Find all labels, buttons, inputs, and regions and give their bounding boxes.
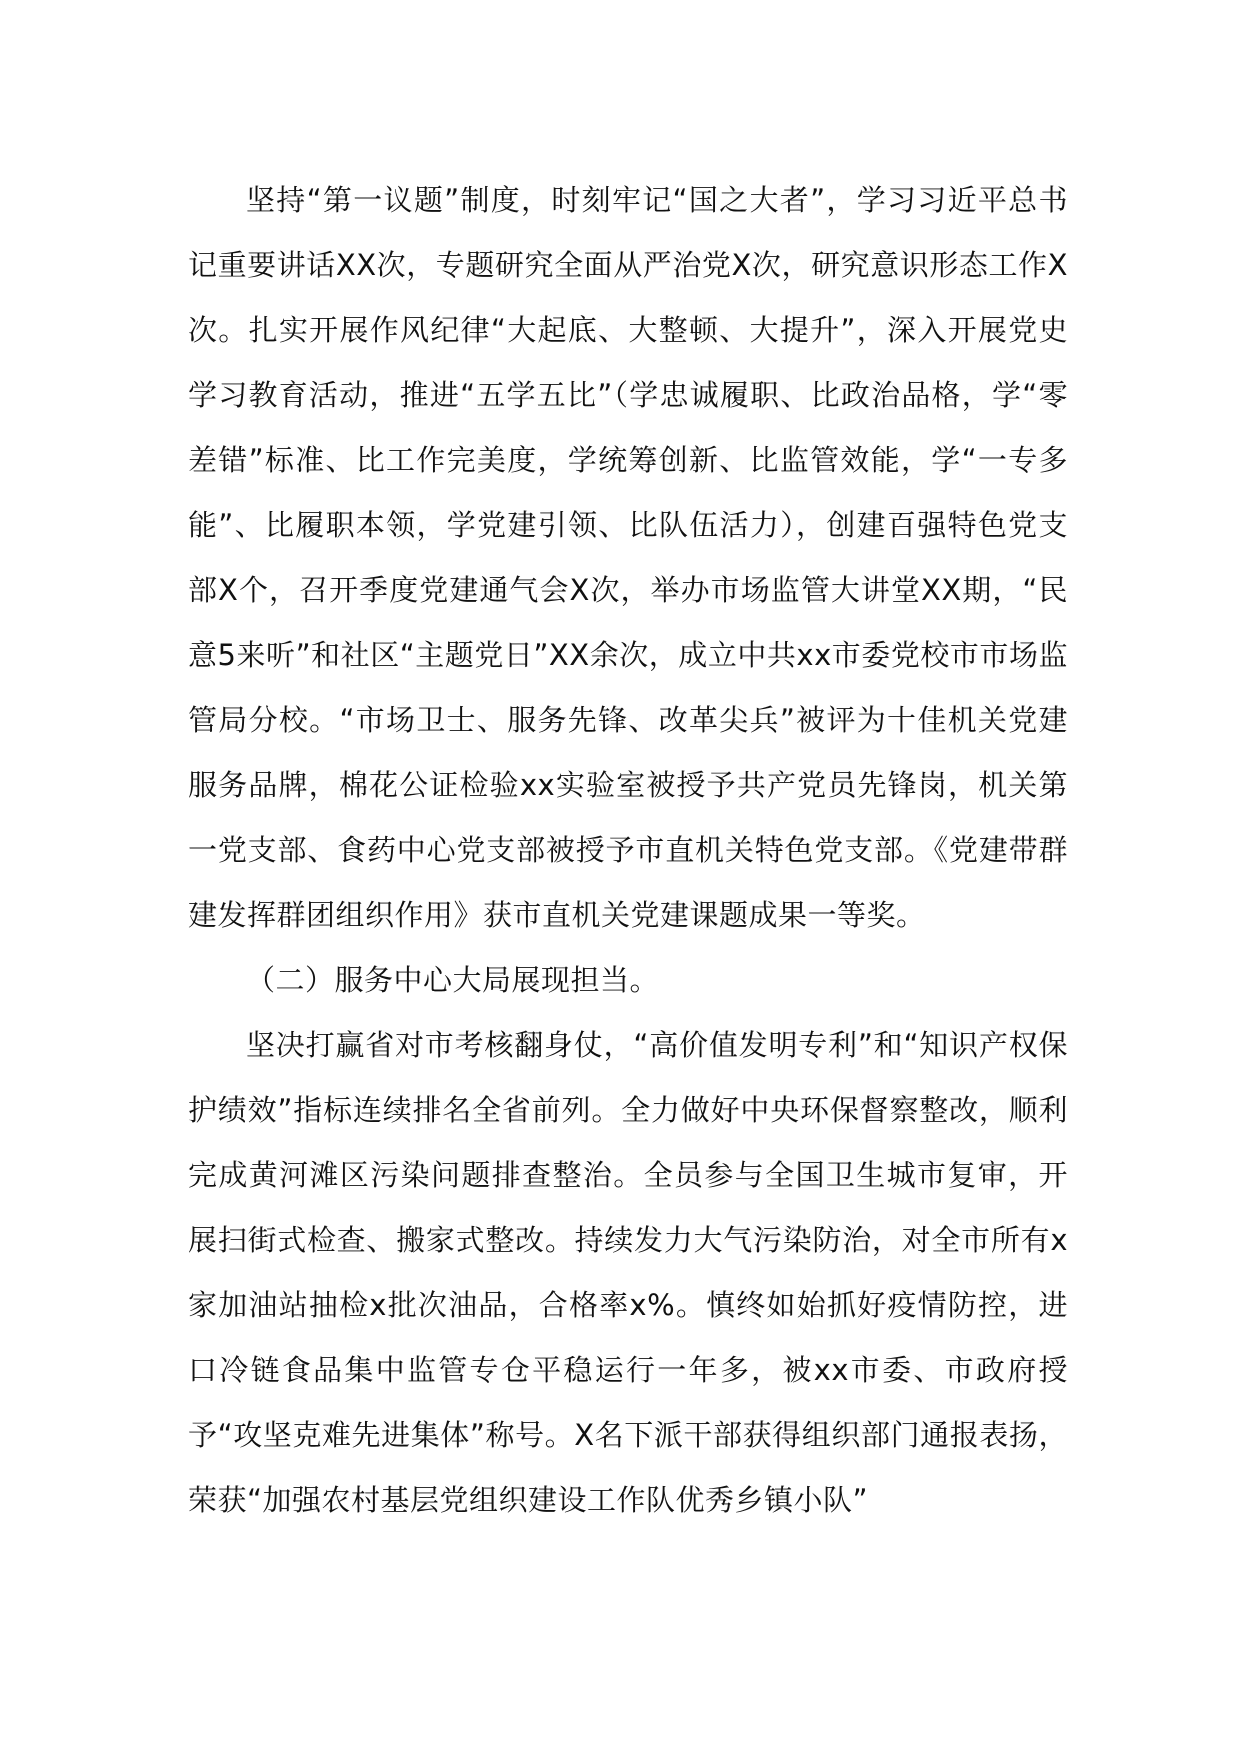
document-page — [188, 168, 1068, 1533]
section-heading-service-center: （二）服务中心大局展现担当。 — [246, 963, 660, 997]
paragraph-service-center: 坚决打赢省对市考核翻身仗，“高价值发明专利”和“知识产权保护绩效”指标连续排名全省前列。全力做好中央环保督察整改，顺利完成黄河滩区污染问题排查整治。全员参与全国卫生城市复审，开展扫街式检查、搬家式整改。持续发力大气污染防治，对全市所有x家加油站抽检x批次油品，合格率x%。慎终如始抓好疫情防控，进口冷链食品集中监管专仓平稳运行一年多，被xx市委、市政府授予“攻坚克难先进集体”称号。X名下派干部获得组织部门通报表扬，荣获“加强农村基层党组织建设工作队优秀乡镇小队” — [188, 1028, 1068, 1517]
paragraph-party-building: 坚持“第一议题”制度，时刻牢记“国之大者”，学习习近平总书记重要讲话XX次，专题研究全面从严治党X次，研究意识形态工作X次。扎实开展作风纪律“大起底、大整顿、大提升”，深入开展党史学习教育活动，推进“五学五比”（学忠诚履职、比政治品格，学“零差错”标准、比工作完美度，学统筹创新、比监管效能，学“一专多能”、比履职本领，学党建引领、比队伍活力），创建百强特色党支部X个，召开季度党建通气会X次，举办市场监管大讲堂XX期，“民意5来听”和社区“主题党日”XX余次，成立中共xx市委党校市市场监管局分校。“市场卫士、服务先锋、改革尖兵”被评为十佳机关党建服务品牌，棉花公证检验xx实验室被授予共产党员先锋岗，机关第一党支部、食药中心党支部被授予市直机关特色党支部。《党建带群建发挥群团组织作用》获市直机关党建课题成果一等奖。 — [188, 183, 1068, 932]
